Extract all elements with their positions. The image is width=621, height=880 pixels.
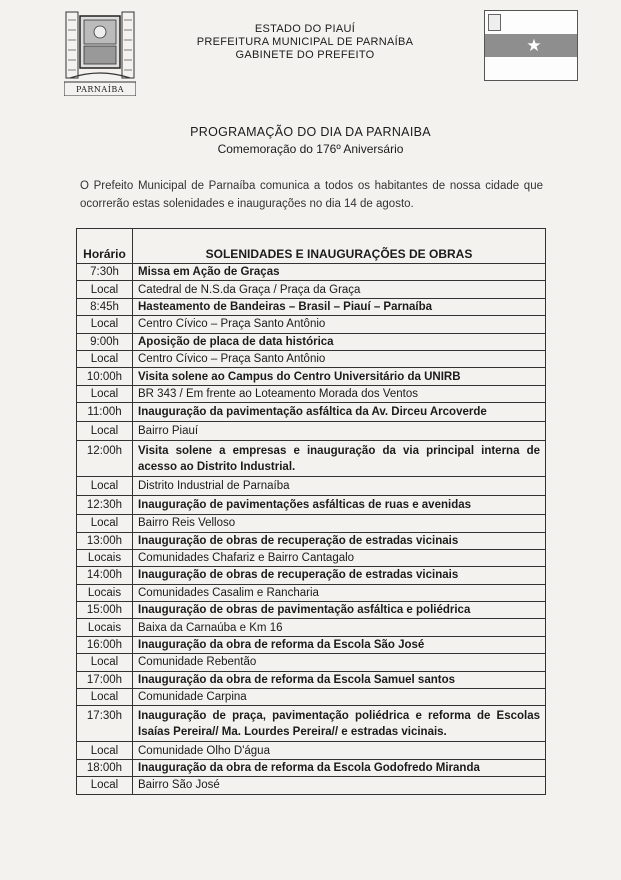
row-time: 12:00h bbox=[77, 441, 133, 477]
row-time: Local bbox=[77, 689, 133, 706]
row-description: Inauguração da pavimentação asfáltica da Av. Dirceu Arcoverde bbox=[133, 403, 546, 422]
row-description: Inauguração da obra de reforma da Escola Godofredo Miranda bbox=[133, 759, 546, 776]
row-time: 12:30h bbox=[77, 496, 133, 515]
row-time: Local bbox=[77, 654, 133, 671]
row-description: Hasteamento de Bandeiras – Brasil – Piauí – Parnaíba bbox=[133, 298, 546, 315]
row-time: 17:30h bbox=[77, 706, 133, 742]
table-row bbox=[77, 368, 546, 385]
coat-of-arms bbox=[64, 10, 136, 96]
piaui-flag bbox=[484, 10, 578, 81]
row-description: Comunidade Carpina bbox=[133, 689, 546, 706]
row-time: Local bbox=[77, 385, 133, 402]
row-time: 13:00h bbox=[77, 532, 133, 549]
table-row bbox=[77, 264, 546, 281]
table-row bbox=[77, 602, 546, 619]
table-row bbox=[77, 619, 546, 636]
row-time: Local bbox=[77, 316, 133, 333]
row-time: 15:00h bbox=[77, 602, 133, 619]
row-description: Catedral de N.S.da Graça / Praça da Graça bbox=[133, 281, 546, 298]
row-time: Local bbox=[77, 350, 133, 367]
row-description: Comunidade Rebentão bbox=[133, 654, 546, 671]
letterhead-line-prefecture: PREFEITURA MUNICIPAL DE PARNAÍBA bbox=[196, 36, 414, 48]
table-row bbox=[77, 532, 546, 549]
table-row bbox=[77, 385, 546, 402]
row-time: Locais bbox=[77, 549, 133, 566]
letterhead bbox=[150, 23, 460, 62]
row-description: Comunidades Casalim e Rancharia bbox=[133, 584, 546, 601]
flag-emblem-icon bbox=[488, 14, 501, 31]
table-row bbox=[77, 706, 546, 742]
document-title: PROGRAMAÇÃO DO DIA DA PARNAIBA bbox=[190, 125, 431, 139]
row-description: Inauguração de obras de recuperação de estradas vicinais bbox=[133, 567, 546, 584]
row-time: Local bbox=[77, 477, 133, 496]
table-row bbox=[77, 689, 546, 706]
row-time: 18:00h bbox=[77, 759, 133, 776]
row-time: 11:00h bbox=[77, 403, 133, 422]
table-row bbox=[77, 316, 546, 333]
row-description: Inauguração de obras de pavimentação asfáltica e poliédrica bbox=[133, 602, 546, 619]
row-description: Inauguração de pavimentações asfálticas de ruas e avenidas bbox=[133, 496, 546, 515]
row-description: Distrito Industrial de Parnaíba bbox=[133, 477, 546, 496]
table-row bbox=[77, 549, 546, 566]
table-row bbox=[77, 403, 546, 422]
schedule-body bbox=[77, 264, 546, 795]
row-description: Missa em Ação de Graças bbox=[133, 264, 546, 281]
table-row bbox=[77, 298, 546, 315]
row-time: Local bbox=[77, 281, 133, 298]
document-subtitle: Comemoração do 176º Aniversário bbox=[217, 142, 404, 156]
table-row bbox=[77, 636, 546, 653]
letterhead-line-office: GABINETE DO PREFEITO bbox=[235, 49, 375, 61]
row-time: Local bbox=[77, 515, 133, 532]
table-row bbox=[77, 567, 546, 584]
intro-paragraph: O Prefeito Municipal de Parnaíba comunica a todos os habitantes de nossa cidade que ocorrerão estas solenidades e inaugurações no dia 14 de agosto. bbox=[80, 180, 543, 210]
row-description: Visita solene a empresas e inauguração da via principal interna de acesso ao Distrito Industrial. bbox=[133, 441, 546, 477]
row-description: Bairro Reis Velloso bbox=[133, 515, 546, 532]
row-description: Inauguração de obras de recuperação de estradas vicinais bbox=[133, 532, 546, 549]
row-description: Bairro Piauí bbox=[133, 422, 546, 441]
row-description: Inauguração da obra de reforma da Escola São José bbox=[133, 636, 546, 653]
row-description: Baixa da Carnaúba e Km 16 bbox=[133, 619, 546, 636]
table-row bbox=[77, 281, 546, 298]
table-row bbox=[77, 654, 546, 671]
row-time: 10:00h bbox=[77, 368, 133, 385]
table-row bbox=[77, 515, 546, 532]
row-description: Visita solene ao Campus do Centro Universitário da UNIRB bbox=[133, 368, 546, 385]
column-header-time: Horário bbox=[77, 229, 133, 264]
row-time: Locais bbox=[77, 619, 133, 636]
table-row bbox=[77, 477, 546, 496]
table-row bbox=[77, 584, 546, 601]
row-time: Local bbox=[77, 422, 133, 441]
table-row bbox=[77, 759, 546, 776]
table-row bbox=[77, 441, 546, 477]
row-description: Centro Cívico – Praça Santo Antônio bbox=[133, 350, 546, 367]
row-time: 7:30h bbox=[77, 264, 133, 281]
star-icon: ★ bbox=[526, 36, 542, 55]
row-description: Inauguração de praça, pavimentação poliédrica e reforma de Escolas Isaías Pereira// Ma. Lourdes Pereira// e estradas vicinais. bbox=[133, 706, 546, 742]
column-header-events: SOLENIDADES E INAUGURAÇÕES DE OBRAS bbox=[133, 229, 546, 264]
row-time: Local bbox=[77, 742, 133, 759]
row-time: 16:00h bbox=[77, 636, 133, 653]
table-row bbox=[77, 333, 546, 350]
table-row bbox=[77, 671, 546, 688]
table-row bbox=[77, 422, 546, 441]
row-time: 14:00h bbox=[77, 567, 133, 584]
row-description: Inauguração da obra de reforma da Escola Samuel santos bbox=[133, 671, 546, 688]
row-description: Aposição de placa de data histórica bbox=[133, 333, 546, 350]
letterhead-line-state: ESTADO DO PIAUÍ bbox=[254, 23, 356, 35]
row-description: Comunidades Chafariz e Bairro Cantagalo bbox=[133, 549, 546, 566]
table-row bbox=[77, 777, 546, 794]
table-row bbox=[77, 742, 546, 759]
row-time: 8:45h bbox=[77, 298, 133, 315]
table-row bbox=[77, 496, 546, 515]
row-description: Comunidade Olho D'água bbox=[133, 742, 546, 759]
row-time: Local bbox=[77, 777, 133, 794]
coat-of-arms-label: PARNAÍBA bbox=[75, 85, 125, 94]
row-time: 9:00h bbox=[77, 333, 133, 350]
table-row bbox=[77, 350, 546, 367]
row-description: BR 343 / Em frente ao Loteamento Morada dos Ventos bbox=[133, 385, 546, 402]
row-time: 17:00h bbox=[77, 671, 133, 688]
row-time: Locais bbox=[77, 584, 133, 601]
schedule-table bbox=[76, 228, 546, 795]
row-description: Centro Cívico – Praça Santo Antônio bbox=[133, 316, 546, 333]
row-description: Bairro São José bbox=[133, 777, 546, 794]
